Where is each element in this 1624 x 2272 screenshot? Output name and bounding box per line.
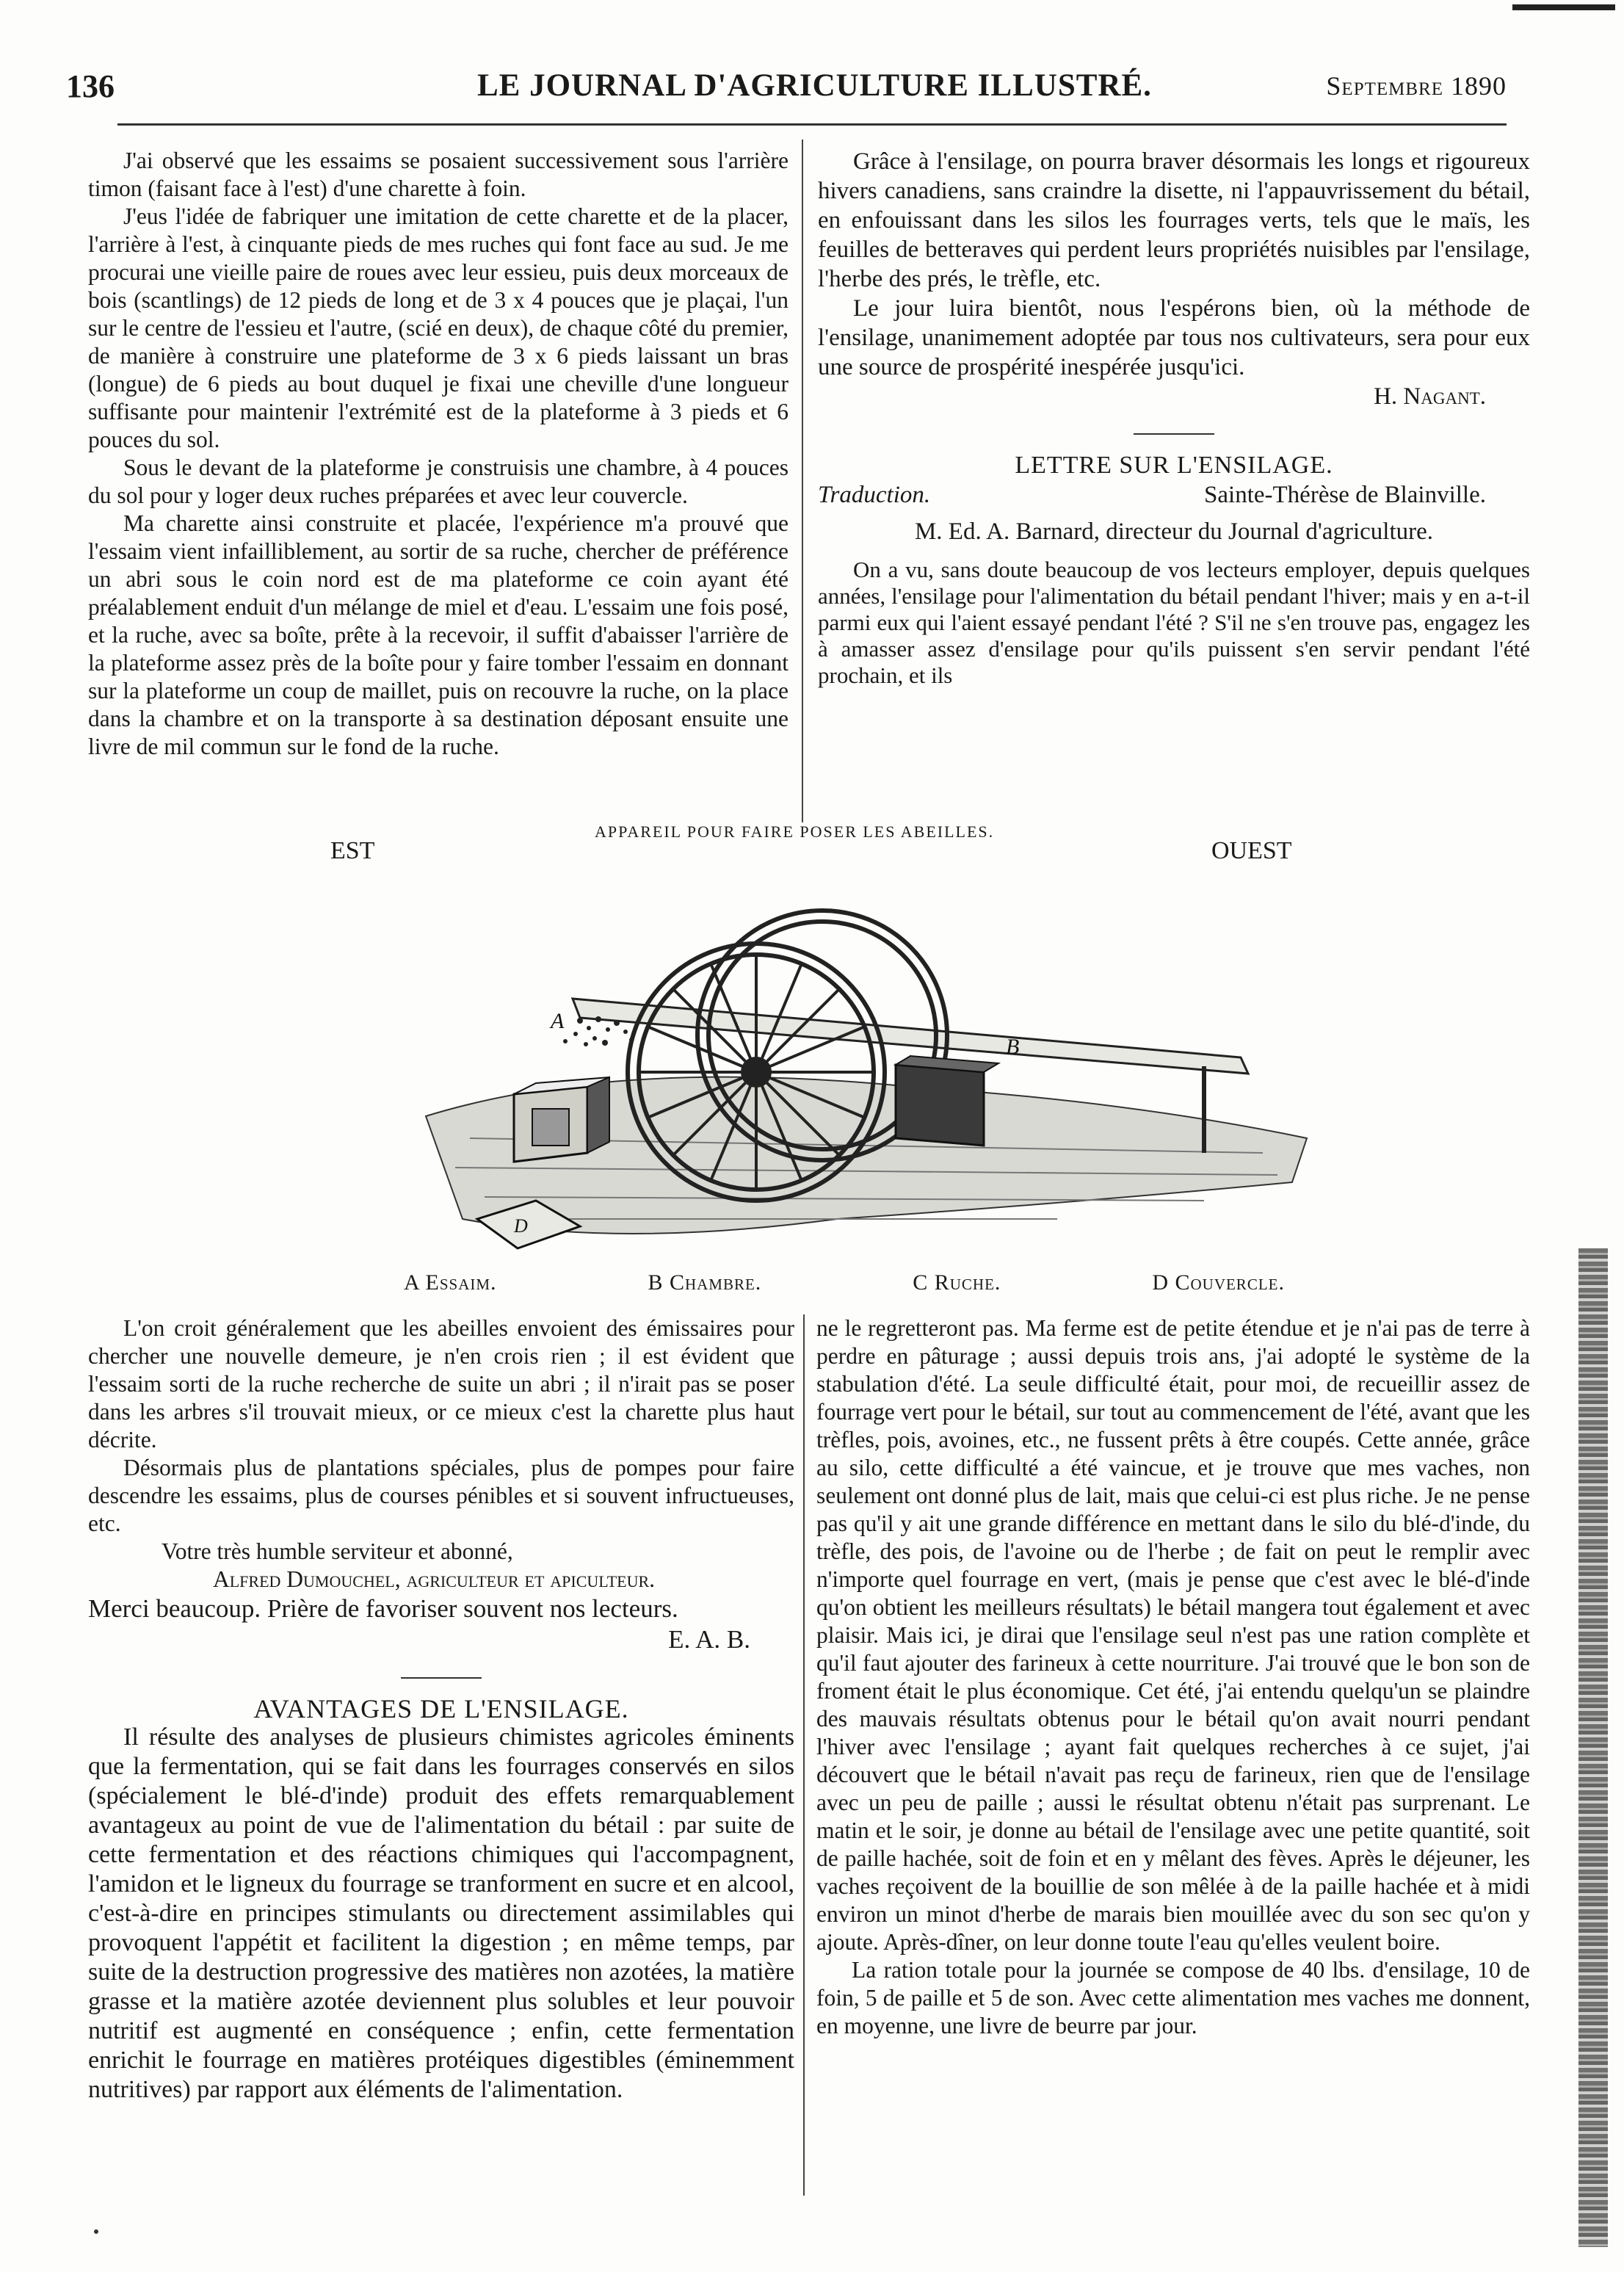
paragraph: L'on croit généralement que les abeilles envoient des émissaires pour chercher une nouvelle demeure, je n'en crois rien ; il est évident que l'essaim sorti de la ruche recherche de suite un abri ; il n'irait pas se poser dans les arbres s'il trouvait mieux, or ce mieux c'est la charette plus haut décrite. (88, 1315, 794, 1452)
paragraph: Ma charette ainsi construite et placée, l'expérience m'a prouvé que l'essaim vient infailliblement, au sortir de sa ruche, chercher de préférence un abri sous le coin nord est de ma plateforme ce coin ayant été préalablement enduit d'un mélange de miel et d'eau. L'essaim une fois posé, et la ruche, avec sa boîte, prête à la recevoir, il suffit d'abaisser l'arrière de la plateforme assez près de la boîte pour y faire tomber l'essaim en donnant sur la plateforme un coup de maillet, puis on recouvre la ruche, on la place dans la chambre et on la transporte à sa destination déposant ensuite une livre de mil commun sur le fond de la ruche. (88, 510, 789, 759)
legend-item: C Ruche. (913, 1270, 1001, 1295)
editor-initials: E. A. B. (668, 1625, 750, 1654)
editor-thanks: Merci beaucoup. Prière de favoriser souvent nos lecteurs. (88, 1594, 678, 1623)
label-east: EST (330, 837, 375, 864)
figure-legend (404, 1270, 1285, 1295)
section-title-avantages: AVANTAGES DE L'ENSILAGE. (253, 1694, 629, 1723)
column-divider (803, 1314, 805, 2196)
paragraph: J'ai observé que les essaims se posaient successivement sous l'arrière timon (faisant face à l'est) d'une charette à foin. (88, 148, 789, 201)
paragraph: J'eus l'idée de fabriquer une imitation de cette charette et de la placer, l'arrière à l'est, à cinquante pieds de mes ruches qui font face au sud. Je me procurai une vieille paire de roues avec leur essieu, puis deux morceaux de bois (scantlings) de 12 pieds de long et de 3 x 4 pouces que je plaçai, l'un sur le centre de l'essieu et l'autre, (scié en deux), de chaque côté du premier, de manière à construire une plateforme de 3 x 6 pieds laissant un bras (longue) de 6 pieds au bout duquel je fixai une cheville d'une longueur suffisante pour maintenir l'extrémité est de la plateforme à 3 pieds et 6 pouces du sol. (88, 203, 789, 452)
letter-start: On a vu, sans doute beaucoup de vos lecteurs employer, depuis quelques années, l'ensilage pour l'alimentation du bétail pendant l'hiver; mais y en a-t-il parmi eux qui l'aient essayé pendant l'été ? S'il ne s'en trouve pas, engagez les à amasser assez d'ensilage pour qu'ils puissent s'en servir pendant l'été prochain, et ils (818, 557, 1530, 688)
closing-line: Votre très humble serviteur et abonné, (162, 1538, 513, 1564)
author-signature: Alfred Dumouchel, agriculteur et apiculteur. (213, 1566, 656, 1592)
marker-b: B (1006, 1035, 1020, 1059)
cart-engraving (396, 874, 1314, 1263)
print-speck (94, 2229, 98, 2234)
paragraph: Désormais plus de plantations spéciales, plus de pompes pour faire descendre les essaims, plus de courses pénibles et si souvent infructueuses, etc. (88, 1455, 794, 1536)
right-column-top (818, 147, 1530, 689)
issue-date: Septembre 1890 (1326, 71, 1507, 101)
translation-label: Traduction. (818, 482, 931, 508)
label-west: OUEST (1211, 837, 1292, 864)
paragraph: Grâce à l'ensilage, on pourra braver désormais les longs et rigoureux hivers canadiens, sans craindre la disette, ni l'appauvrissement du bétail, en enfouissant dans les silos les fourrages verts, tels que le maïs, les feuilles de betteraves qui perdent leurs propriétés nuisibles par l'ensilage, l'herbe des prés, le trèfle, etc. (818, 148, 1530, 292)
figure-caption: APPAREIL POUR FAIRE POSER LES ABEILLES. (595, 822, 995, 841)
left-column-bottom (88, 1314, 794, 2105)
marker-a: A (551, 1009, 565, 1033)
signature-nagant: H. Nagant. (1374, 383, 1486, 410)
left-column-top (88, 147, 789, 761)
letter-title: LETTRE SUR L'ENSILAGE. (1015, 452, 1333, 479)
page-number: 136 (66, 68, 115, 104)
chamber-box (896, 1056, 998, 1146)
legend-item: D Couvercle. (1152, 1270, 1285, 1295)
section-divider (401, 1677, 482, 1679)
legend-item: B Chambre. (648, 1270, 762, 1295)
letter-dateline (818, 480, 1530, 510)
paragraph: Le jour luira bientôt, nous l'espérons bien, où la méthode de l'ensilage, unanimement adoptée par tous nos cultivateurs, sera pour eux une source de prospérité inespérée jusqu'ici. (818, 295, 1530, 380)
scan-edge-strip (1578, 1248, 1608, 2247)
section-paragraph: Il résulte des analyses de plusieurs chimistes agricoles éminents que la fermentation, qui se fait dans les fourrages conservés en silos (spécialement le blé-d'inde) produit des effets remarquablement avantageux au point de vue de l'alimentation du bétail : par suite de cette fermentation et des réactions chimiques qui l'accompagnent, l'amidon et le ligneux du fourrage se tranforment en sucre et en alcool, c'est-à-dire en principes stimulants ou directement assimilables qui provoquent l'appétit et facilitent la digestion ; en même temps, par suite de la destruction progressive des matières non azotées, la matière grasse et la matière azotée deviennent plus solubles et leur pouvoir nutritif est augmenté en conséquence ; enfin, cette fermentation enrichit le fourrage en matières protéiques digestibles (éminemment nutritives) par rapport aux éléments de l'alimentation. (88, 1723, 794, 2103)
column-divider (802, 140, 803, 822)
section-divider (1134, 433, 1214, 435)
top-edge-rule (1512, 4, 1615, 10)
marker-d: D (514, 1215, 528, 1237)
paragraph: Sous le devant de la plateforme je construisis une chambre, à 4 pouces du sol pour y loger deux ruches préparées et avec leur couvercle. (88, 455, 789, 508)
figure-bee-apparatus (308, 822, 1351, 1322)
paragraph: La ration totale pour la journée se compose de 40 lbs. d'ensilage, 10 de foin, 5 de paille et 5 de son. Avec cette alimentation mes vaches me donnent, en moyenne, une livre de beurre par jour. (816, 1957, 1530, 2038)
paragraph: ne le regretteront pas. Ma ferme est de petite étendue et je n'ai pas de terre à perdre en pâturage ; aussi depuis trois ans, j'ai adopté le système de la stabulation d'été. La seule difficulté était, pour moi, de recueillir assez de fourrage vert pour le bétail, sur tout au commencement de l'été, avant que les trèfles, pois, avoines, etc., ne fussent prêts à être coupés. Cette année, grâce au silo, cette difficulté a été vaincue, et je trouve que mes vaches, non seulement ont donné plus de lait, mais que celui-ci est plus riche. Je ne pense pas qu'il y ait une grande différence en mettant dans le silo du blé-d'inde, du trèfle, des pois, de l'avoine ou de l'herbe ; de fait on peut le remplir avec n'importe quel fourrage en vert, (mais je pense que c'est avec le blé-d'inde qu'on obtient les meilleurs résultats) le bétail mangera tout également et avec plaisir. Mais ici, je dirai que l'ensilage seul n'est pas une ration complète et qu'il faut ajouter des farineux à cette nourriture. J'ai trouvé que le bon son de froment était le plus économique. Cet été, j'ai entendu quelqu'un se plaindre des mauvais résultats obtenus pour le bétail qu'on avait nourri pendant l'hiver avec l'ensilage ; ayant fait quelques recherches à ce sujet, j'ai découvert que le bétail n'avait pas reçu de farineux, rien que de l'ensilage avec un peu de paille ; aussi le résultat obtenu n'était pas surprenant. Le matin et le soir, je donne au bétail de l'ensilage avec une petite quantité, soit de paille hachée, soit de foin et en y mêlant des fèves. Après le déjeuner, les vaches reçoivent de la bouillie de son mêlée à de la paille hachée et à midi environ un minot d'herbe de marais bien mouillée avec du son sec qu'on y ajoute. Après-dîner, on leur donne toute l'eau qu'elles veulent boire. (816, 1315, 1530, 1955)
hive-box (514, 1077, 609, 1162)
legend-item: A Essaim. (404, 1270, 497, 1295)
journal-title: LE JOURNAL D'AGRICULTURE ILLUSTRÉ. (477, 68, 1152, 103)
header-rule (117, 123, 1507, 126)
right-column-bottom (816, 1314, 1530, 2040)
page-header (66, 68, 1507, 112)
letter-place: Sainte-Thérèse de Blainville. (1204, 482, 1486, 508)
letter-salutation: M. Ed. A. Barnard, directeur du Journal d'agriculture. (914, 518, 1434, 545)
